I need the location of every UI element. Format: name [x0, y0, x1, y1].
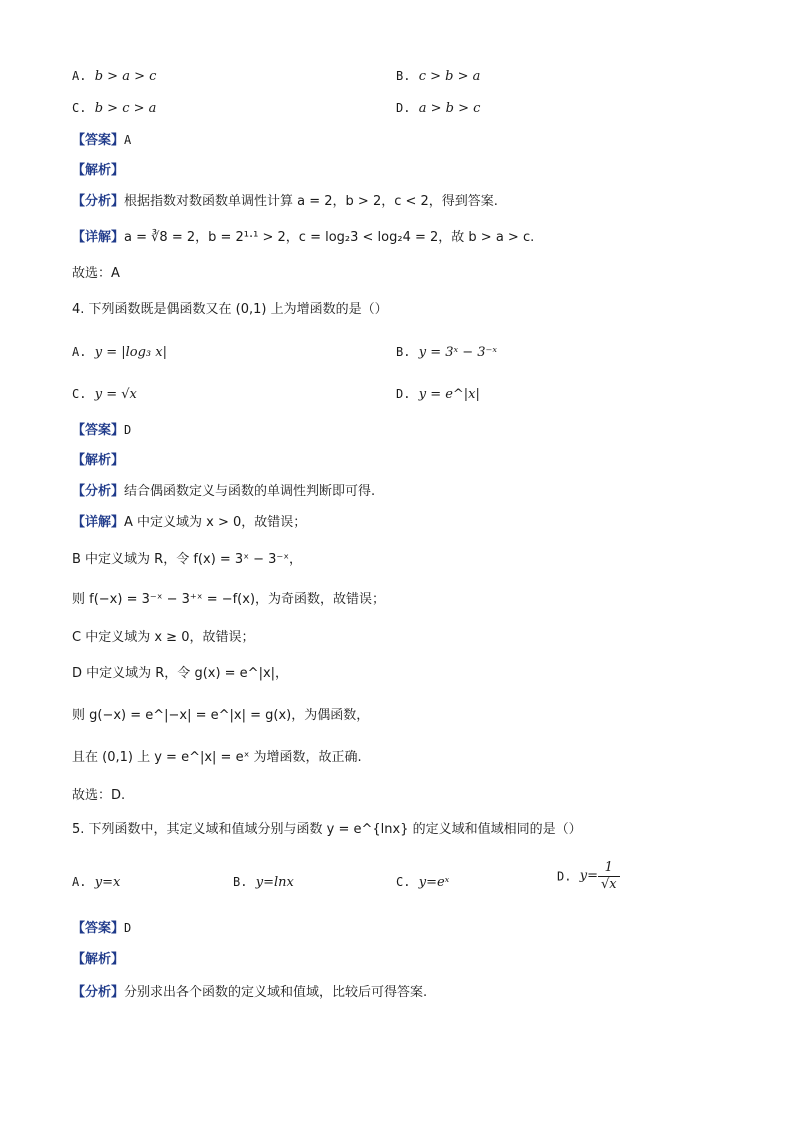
option-label: B.	[396, 69, 411, 83]
q3-option-b	[396, 66, 480, 87]
q4-line-c	[72, 628, 254, 648]
q5-option-b	[233, 872, 294, 893]
solution-line: C 中定义域为 x ≥ 0，故错误；	[72, 630, 255, 645]
option-label: A.	[72, 875, 87, 889]
answer-tag: 【答案】	[72, 921, 125, 936]
q3-option-d	[396, 98, 480, 119]
q4-line-d2	[72, 706, 369, 726]
q4-option-d	[396, 384, 480, 405]
analysis-tag: 【解析】	[72, 453, 125, 468]
q3-xiangjie	[72, 228, 534, 248]
q3-option-c	[72, 98, 156, 119]
option-label: A.	[72, 69, 87, 83]
xiangjie-tag: 【详解】	[72, 515, 125, 530]
q4-answer	[72, 420, 131, 441]
q5-stem	[72, 820, 582, 840]
answer-tag: 【答案】	[72, 423, 125, 438]
q3-choice	[72, 264, 120, 284]
q5-option-a	[72, 872, 120, 893]
option-text: c > b > a	[418, 69, 481, 84]
q4-line-b2	[72, 590, 385, 610]
option-label: D.	[396, 101, 411, 115]
answer-value: A	[124, 133, 132, 147]
option-label: A.	[72, 345, 87, 359]
option-text: b > a > c	[94, 69, 157, 84]
q4-xiangjie	[72, 513, 306, 533]
option-text: y = √x	[94, 387, 137, 402]
option-text: y=lnx	[255, 875, 294, 890]
option-text: y=x	[94, 875, 121, 890]
option-text: y = |log₃ x|	[94, 345, 167, 360]
q4-line-d1	[72, 664, 288, 684]
option-text: y = e^|x|	[418, 387, 480, 402]
question-stem: 5. 下列函数中，其定义域和值域分别与函数 y = e^{lnx} 的定义域和值域相同的是（）	[72, 822, 582, 837]
fraction-denominator: √x	[600, 877, 617, 892]
question-stem: 4. 下列函数既是偶函数又在 (0,1) 上为增函数的是（）	[72, 302, 388, 317]
xiangjie-text: A 中定义域为 x > 0，故错误；	[124, 515, 307, 530]
q5-answer	[72, 918, 131, 939]
q4-line-d3	[72, 748, 362, 768]
fenxi-text: 根据指数对数函数单调性计算 a = 2，b > 2，c < 2，得到答案.	[124, 194, 498, 209]
q3-analysis-heading	[72, 161, 124, 181]
option-label: D.	[557, 869, 572, 884]
answer-value: D	[124, 921, 132, 935]
answer-value: D	[124, 423, 132, 437]
option-label: C.	[72, 101, 87, 115]
solution-line: 则 f(−x) = 3⁻ˣ − 3⁺ˣ = −f(x)，为奇函数，故错误；	[72, 592, 386, 607]
option-label: C.	[72, 387, 87, 401]
xiangjie-text: a = ∛8 = 2，b = 2¹·¹ > 2，c = log₂3 < log₂4 = 2，故 b > a > c.	[124, 230, 535, 245]
q4-option-b	[396, 342, 497, 363]
fenxi-tag: 【分析】	[72, 194, 125, 209]
fraction	[598, 860, 620, 893]
option-prefix: y=	[579, 868, 598, 884]
analysis-tag: 【解析】	[72, 163, 125, 178]
option-label: D.	[396, 387, 411, 401]
solution-line: D 中定义域为 R，令 g(x) = e^|x|，	[72, 666, 289, 681]
option-label: B.	[233, 875, 248, 889]
option-text: y = 3ˣ − 3⁻ˣ	[418, 345, 498, 360]
fraction-numerator: 1	[598, 860, 620, 877]
option-text: a > b > c	[418, 101, 481, 116]
q4-choice	[72, 786, 125, 806]
q5-option-c	[396, 872, 449, 893]
q4-analysis-heading	[72, 451, 124, 471]
q3-fenxi	[72, 192, 498, 212]
fenxi-text: 结合偶函数定义与函数的单调性判断即可得.	[124, 484, 376, 499]
solution-line: 且在 (0,1) 上 y = e^|x| = eˣ 为增函数，故正确.	[72, 750, 362, 765]
solution-line: B 中定义域为 R，令 f(x) = 3ˣ − 3⁻ˣ，	[72, 552, 303, 567]
q5-analysis-heading	[72, 950, 124, 970]
option-label: B.	[396, 345, 411, 359]
q5-fenxi	[72, 983, 427, 1003]
solution-line: 则 g(−x) = e^|−x| = e^|x| = g(x)，为偶函数，	[72, 708, 370, 723]
option-label: C.	[396, 875, 411, 889]
q3-answer	[72, 130, 131, 151]
q4-stem	[72, 300, 388, 320]
q4-option-c	[72, 384, 137, 405]
answer-tag: 【答案】	[72, 133, 125, 148]
choice-text: 故选：D.	[72, 788, 126, 803]
q4-fenxi	[72, 482, 375, 502]
option-text: y=eˣ	[418, 875, 450, 890]
option-text: b > c > a	[94, 101, 157, 116]
fenxi-tag: 【分析】	[72, 484, 125, 499]
q3-option-a	[72, 66, 156, 87]
q4-line-b1	[72, 550, 302, 570]
q5-option-d	[557, 860, 620, 893]
fenxi-tag: 【分析】	[72, 985, 125, 1000]
choice-text: 故选：A	[72, 266, 120, 281]
xiangjie-tag: 【详解】	[72, 230, 125, 245]
analysis-tag: 【解析】	[72, 952, 125, 967]
q4-option-a	[72, 342, 167, 363]
fenxi-text: 分别求出各个函数的定义域和值域，比较后可得答案.	[124, 985, 428, 1000]
